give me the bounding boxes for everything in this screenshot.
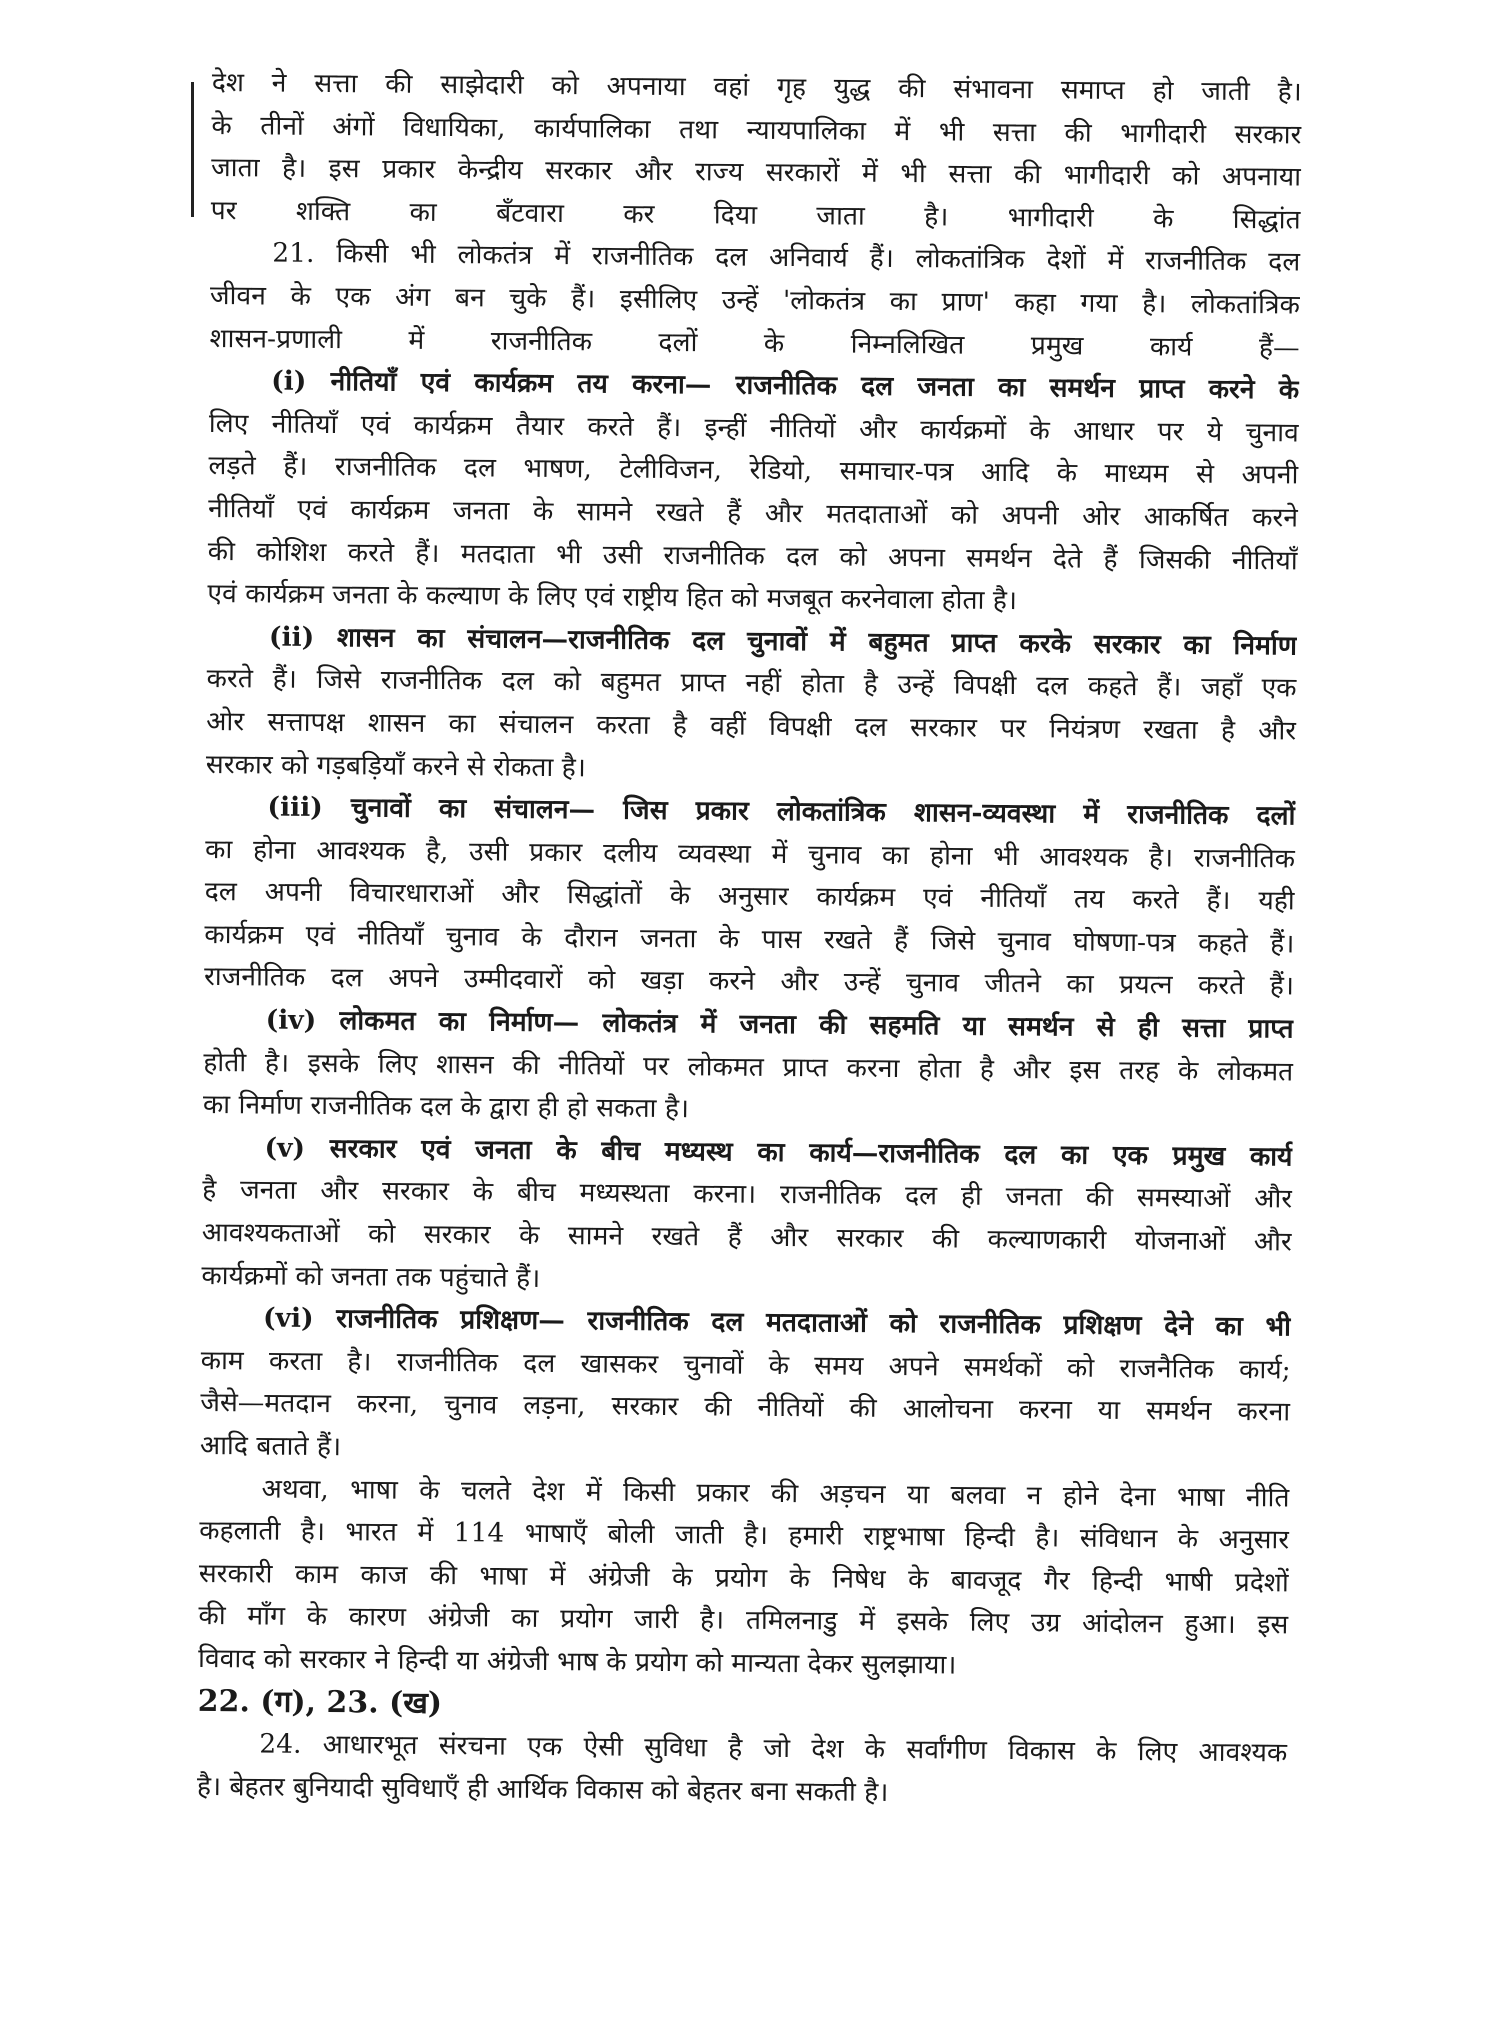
text-line: (vi) राजनीतिक प्रशिक्षण— राजनीतिक दल मतदाताओं को राजनीतिक प्रशिक्षण देने का भी — [262, 1302, 1292, 1343]
text-line: कहलाती है। भारत में 114 भाषाएँ बोली जाती है। हमारी राष्ट्रभाषा हिन्दी है। संविधान के अनुसार — [199, 1515, 1290, 1556]
text-line: करते हैं। जिसे राजनीतिक दल को बहुमत प्राप्त नहीं होता है उन्हें विपक्षी दल कहते हैं। जहाँ एक — [206, 663, 1297, 704]
text-line: (ii) शासन का संचालन—राजनीतिक दल चुनावों में बहुमत प्राप्त करके सरकार का निर्माण — [268, 621, 1298, 662]
text-line: लिए नीतियाँ एवं कार्यक्रम तैयार करते हैं। इन्हीं नीतियों और कार्यक्रमों के आधार पर ये चुनाव — [208, 407, 1299, 449]
text-line: जाता है। इस प्रकार केन्द्रीय सरकार और राज्य सरकारों में भी सत्ता की भागीदारी को अपनाया — [210, 152, 1302, 193]
text-line: सरकारी काम काज की भाषा में अंग्रेजी के प्रयोग के निषेध के बावजूद गैर हिन्दी भाषी प्रदेशों — [198, 1557, 1289, 1599]
text-line: (iv) लोकमत का निर्माण— लोकतंत्र में जनता की सहमति या समर्थन से ही सत्ता प्राप्त — [265, 1004, 1294, 1045]
text-line: सरकार को गड़बड़ियाँ करने से रोकता है। — [205, 748, 587, 783]
text-line: एवं कार्यक्रम जनता के कल्याण के लिए एवं राष्ट्रीय हित को मजबूत करनेवाला होता है। — [207, 578, 1018, 617]
text-line: है जनता और सरकार के बीच मध्यस्थता करना। राजनीतिक दल ही जनता की समस्याओं और — [202, 1174, 1293, 1215]
text-line: ओर सत्तापक्ष शासन का संचालन करता है वहीं विपक्षी दल सरकार पर नियंत्रण रखता है और — [206, 705, 1297, 747]
text-line: के तीनों अंगों विधायिका, कार्यपालिका तथा न्यायपालिका में भी सत्ता की भागीदारी सरकार — [211, 109, 1302, 151]
text-line: 21. किसी भी लोकतंत्र में राजनीतिक दल अनिवार्य हैं। लोकतांत्रिक देशों में राजनीतिक दल — [272, 237, 1301, 278]
text-line: कार्यक्रमों को जनता तक पहुंचाते हैं। — [201, 1259, 541, 1294]
text-line: देश ने सत्ता की साझेदारी को अपनाया वहां गृह युद्ध की संभावना समाप्त हो जाती है। — [211, 66, 1302, 108]
text-line: 24. आधारभूत संरचना एक ऐसी सुविधा है जो देश के सर्वांगीण विकास के लिए आवश्यक — [259, 1728, 1288, 1769]
text-line: का होना आवश्यक है, उसी प्रकार दलीय व्यवस्था में चुनाव का होना भी आवश्यक है। राजनीतिक — [204, 833, 1296, 875]
text-line: की माँग के कारण अंग्रेजी का प्रयोग जारी है। तमिलनाडु में इसके लिए उग्र आंदोलन हुआ। इस — [198, 1600, 1289, 1641]
text-line: काम करता है। राजनीतिक दल खासकर चुनावों के समय अपने समर्थकों को राजनैतिक कार्य; — [200, 1344, 1291, 1386]
text-line: राजनीतिक दल अपने उम्मीदवारों को खड़ा करने और उन्हें चुनाव जीतने का प्रयत्न करते हैं। — [203, 961, 1295, 1002]
text-line: जैसे—मतदान करना, चुनाव लड़ना, सरकार की नीतियों की आलोचना करना या समर्थन करना — [200, 1387, 1291, 1428]
text-line: नीतियाँ एवं कार्यक्रम जनता के सामने रखते हैं और मतदाताओं को अपनी ओर आकर्षित करने — [207, 492, 1299, 534]
text-line: आदि बताते हैं। — [199, 1429, 342, 1463]
answer-text — [197, 62, 1302, 1818]
text-line: होती है। इसके लिए शासन की नीतियों पर लोकमत प्राप्त करना होता है और इस तरह के लोकमत — [203, 1046, 1294, 1088]
text-line: है। बेहतर बुनियादी सुविधाएँ ही आर्थिक विकास को बेहतर बना सकती है। — [196, 1770, 889, 1808]
text-line: (v) सरकार एवं जनता के बीच मध्यस्थ का कार्य—राजनीतिक दल का एक प्रमुख कार्य — [264, 1132, 1293, 1173]
text-line: (iii) चुनावों का संचालन— जिस प्रकार लोकतांत्रिक शासन-व्यवस्था में राजनीतिक दलों — [267, 791, 1296, 832]
text-line: (i) नीतियाँ एवं कार्यक्रम तय करना— राजनीतिक दल जनता का समर्थन प्राप्त करने के — [271, 365, 1300, 406]
text-line: आवश्यकताओं को सरकार के सामने रखते हैं और सरकार की कल्याणकारी योजनाओं और — [201, 1216, 1292, 1258]
answer-numbers-22-23: 22. (ग), 23. (ख) — [197, 1683, 443, 1721]
text-line: अथवा, भाषा के चलते देश में किसी प्रकार की अड़चन या बलवा न होने देना भाषा नीति — [261, 1473, 1290, 1514]
text-line: पर शक्ति का बँटवारा कर दिया जाता है। भागीदारी के सिद्धांत — [210, 194, 1301, 236]
text-line: शासन-प्रणाली में राजनीतिक दलों के निम्नलिखित प्रमुख कार्य हैं— — [209, 322, 1300, 364]
text-line: जीवन के एक अंग बन चुके हैं। इसीलिए उन्हें 'लोकतंत्र का प्राण' कहा गया है। लोकतांत्रिक — [209, 279, 1301, 321]
text-line: विवाद को सरकार ने हिन्दी या अंग्रेजी भाष के प्रयोग को मान्यता देकर सुलझाया। — [197, 1642, 957, 1681]
margin-rule — [191, 82, 194, 217]
text-line: का निर्माण राजनीतिक दल के द्वारा ही हो सकता है। — [202, 1089, 690, 1125]
text-line: दल अपनी विचारधाराओं और सिद्धांतों के अनुसार कार्यक्रम एवं नीतियाँ तय करते हैं। यही — [204, 876, 1295, 917]
text-line: लड़ते हैं। राजनीतिक दल भाषण, टेलीविजन, रेडियो, समाचार-पत्र आदि के माध्यम से अपनी — [208, 450, 1299, 491]
text-line: की कोशिश करते हैं। मतदाता भी उसी राजनीतिक दल को अपना समर्थन देते हैं जिसकी नीतियाँ — [207, 535, 1298, 577]
text-line: कार्यक्रम एवं नीतियाँ चुनाव के दौरान जनता के पास रखते हैं जिसे चुनाव घोषणा-पत्र कहते हैं। — [204, 918, 1295, 960]
